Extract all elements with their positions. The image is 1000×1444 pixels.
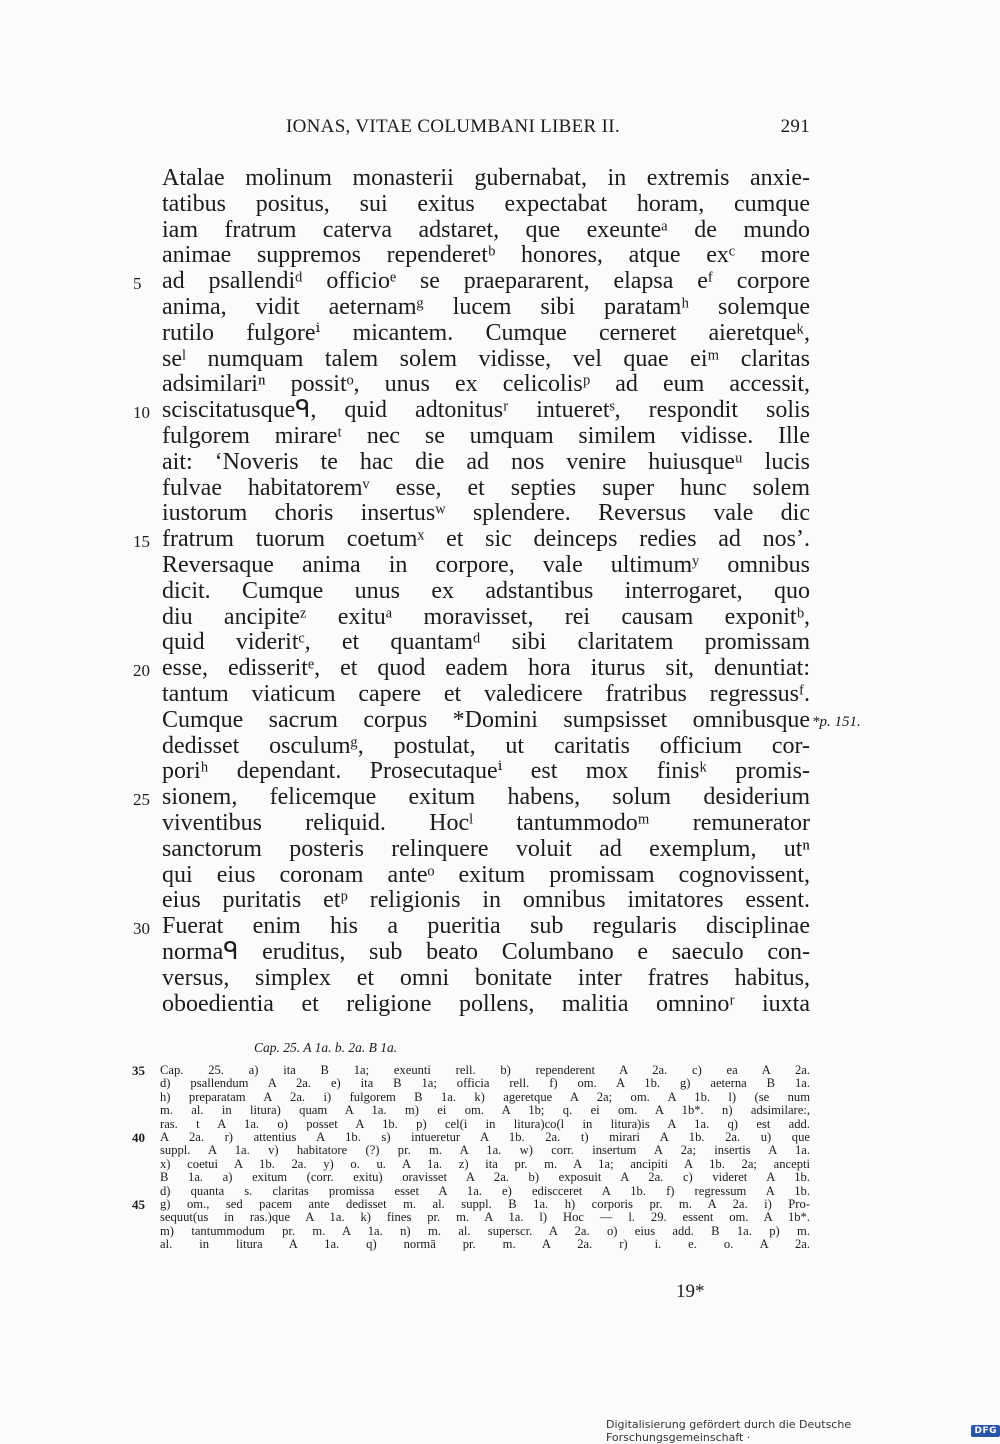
text-line [162,424,810,450]
line-text: poriʰ dependant. Prosecutaqueⁱ est mox finisᵏ promis- [162,758,810,785]
text-line [133,268,810,295]
line-text: diu ancipiteᶻ exituᵃ moravisset, rei causam exponitᵇ, [162,603,810,630]
line-text: eius puritatis etᵖ religionis in omnibus imitatores essent. [162,887,810,914]
text-line [162,992,810,1018]
apparatus-text: d) psallendum A 2a. e) ita B 1a; officia rell. f) om. A 1b. g) aeterna B 1a. [160,1076,810,1091]
line-text: anima, vidit aeternamᵍ lucem sibi paratamʰ solemque [162,293,810,320]
footer-credit [606,1418,1000,1444]
apparatus-line [160,1158,810,1171]
line-text: tantum viaticum capere et valedicere fratribus regressusᶠ. [162,680,810,707]
apparatus-line [160,1104,810,1117]
text-line [162,759,810,785]
line-text: animae suppremos rependeretᵇ honores, atque exᶜ more [162,242,810,269]
critical-apparatus [132,1063,810,1252]
page-number: 291 [780,116,810,137]
line-text: dedisset osculumᵍ, postulat, ut caritatis officium cor- [162,732,810,759]
text-line [162,553,810,579]
apparatus-line [160,1211,810,1224]
text-line [162,166,810,192]
apparatus-line [132,1063,810,1078]
line-text: rutilo fulgoreⁱ micantem. Cumque cerneret aieretqueᵏ, [162,319,810,346]
text-line [133,784,810,811]
line-text: fulgorem mirareᵗ nec se umquam similem vidisse. Ille [162,422,810,449]
line-text: adsimilariⁿ possitᵒ, unus ex celicolisᵖ ad eum accessit, [162,371,810,398]
line-text: Fuerat enim his a pueritia sub regularis disciplinae [162,913,810,940]
apparatus-line [132,1129,810,1145]
line-text: Cumque sacrum corpus *Domini sumpsisset omnibusque [162,706,810,733]
line-text: tatibus positus, sui exitus expectabat horam, cumque [162,190,810,217]
apparatus-text: al. in litura A 1a. q) normā pr. m. A 2a. r) i. e. o. A 2a. [160,1237,810,1252]
line-number: 15 [133,532,150,552]
apparatus-line [132,1196,810,1212]
line-text: esse, edisseritᵉ, et quod eadem hora iturus sit, denuntiat: [162,655,810,682]
text-line [162,888,810,914]
line-text: iustorum choris insertusʷ splendere. Reversus vale dic [162,500,810,527]
text-line [162,940,810,966]
apparatus-line [160,1238,810,1251]
line-number: 30 [133,919,150,939]
text-line [162,321,810,347]
apparatus-text: suppl. A 1a. v) habitatore (?) pr. m. A 1a. w) corr. insertum A 2a; insertis A 1a. [160,1143,810,1158]
apparatus-text: x) coetui A 1b. 2a. y) o. u. A 1a. z) ita pr. m. A 1a; ancipiti A 1b. 2a; ancepti [160,1156,810,1171]
text-line [162,218,810,244]
apparatus-line [160,1077,810,1090]
apparatus-text: m) tantummodum pr. m. A 1a. n) m. al. superscr. A 2a. o) eius add. B 1a. p) m. [160,1223,810,1238]
apparatus-line [160,1144,810,1157]
margin-page-ref: *p. 151. [812,713,861,730]
line-text: Reversaque anima in corpore, vale ultimumʸ omnibus [162,551,810,578]
line-text: dicit. Cumque unus ex adstantibus interrogaret, quo [162,577,810,604]
text-line [133,913,810,940]
apparatus-text: m. al. in litura) quam A 1a. m) ei om. A 1b; q. ei om. A 1b*. n) adsimilare:, [160,1103,810,1118]
apparatus-text: Cap. 25. a) ita B 1a; exeunti rell. b) rependerent A 2a. c) ea A 2a. [160,1063,810,1077]
text-line [162,347,810,373]
line-text: Atalae molinum monasterii gubernabat, in extremis anxie- [162,165,810,191]
text-line [133,526,810,553]
apparatus-line [160,1185,810,1198]
apparatus-line [160,1091,810,1104]
line-text: sciscitatusqueᑫ, quid adtonitusʳ intueretˢ, respondit solis [162,397,810,424]
text-line [162,706,861,734]
line-text: sanctorum posteris relinquere voluit ad exemplum, utⁿ [162,835,810,862]
text-line [162,837,810,863]
text-line [133,655,810,682]
apparatus-text: h) preparatam A 2a. i) fulgorem B 1a. k) ageretque A 2a; om. A 1b. l) (se num [160,1089,810,1104]
line-number: 40 [132,1129,145,1145]
footer-text: Digitalisierung gefördert durch die Deutsche Forschungsgemeinschaft · [606,1418,852,1444]
apparatus-line [160,1118,810,1131]
line-number: 45 [132,1196,145,1212]
line-number: 25 [133,790,150,810]
apparatus-text: B 1a. a) exitum (corr. exitu) oravisset A 2a. b) exposuit A 2a. c) videret A 1b. [160,1170,810,1185]
line-text: oboedientia et religione pollens, malitia omninoʳ iuxta [162,990,810,1017]
apparatus-line [160,1225,810,1238]
line-text: iam fratrum caterva adstaret, que exeunteᵃ de mundo [162,216,810,243]
line-number: 5 [133,274,142,294]
text-line [162,450,810,476]
text-line [162,476,810,502]
apparatus-text: d) quanta s. claritas promissa esset A 1a. e) ediscceret A 1b. f) regressum A 1b. [160,1183,810,1198]
line-text: quid videritᶜ, et quantamᵈ sibi claritatem promissam [162,629,810,656]
text-line [162,372,810,398]
main-text [133,165,861,1017]
text-line [162,630,810,656]
running-title: IONAS, VITAE COLUMBANI LIBER II. [286,116,620,137]
line-number: 35 [132,1063,145,1078]
line-text: viventibus reliquid. Hocˡ tantummodoᵐ remunerator [162,809,810,836]
line-text: ait: ‘Noveris te hac die ad nos venire huiusqueᵘ lucis [162,448,810,475]
apparatus-line [160,1171,810,1184]
text-line [162,501,810,527]
text-line [162,295,810,321]
text-line [162,966,810,992]
text-line [162,734,810,760]
apparatus-text: sequut(us in ras.)que A 1a. k) fines pr. m. A 1a. l) Hoc — l. 29. essent om. A 1b*. [160,1210,810,1225]
apparatus-text: ras. t A 1a. o) posset A 1b. p) cel(i in litura)co(l in litura)is A 1a. q) est add. [160,1116,810,1131]
text-line [162,605,810,631]
line-text: fulvae habitatoremᵛ esse, et septies super hunc solem [162,474,810,501]
dfg-logo: DFG [971,1425,1000,1437]
text-line [162,682,810,708]
text-line [162,192,810,218]
line-text: qui eius coronam anteᵒ exitum promissam cognovissent, [162,861,810,888]
signature-mark: 19* [676,1281,705,1302]
line-text: fratrum tuorum coetumˣ et sic deinceps redies ad nos’. [162,526,810,553]
apparatus-text: g) om., sed pacem ante dedisset m. al. suppl. B 1a. h) corporis pr. m. A 2a. i) Pro- [160,1196,810,1211]
line-text: normaᑫ eruditus, sub beato Columbano e saeculo con- [162,938,810,965]
line-number: 20 [133,661,150,681]
apparatus-text: A 2a. r) attentius A 1b. s) intueretur A 1b. 2a. t) mirari A 1b. 2a. u) que [160,1129,810,1144]
text-line [133,397,810,424]
text-line [162,863,810,889]
text-line [162,243,810,269]
line-text: ad psallendiᵈ officioᵉ se praepararent, elapsa eᶠ corpore [162,268,810,295]
text-line [162,811,810,837]
chapter-sources-note: Cap. 25. A 1a. b. 2a. B 1a. [254,1040,398,1055]
line-text: versus, simplex et omni bonitate inter fratres habitus, [162,964,810,991]
line-text: seˡ numquam talem solem vidisse, vel quae eiᵐ claritas [162,345,810,372]
line-text: sionem, felicemque exitum habens, solum desiderium [162,784,810,811]
text-line [162,579,810,605]
line-number: 10 [133,403,150,423]
